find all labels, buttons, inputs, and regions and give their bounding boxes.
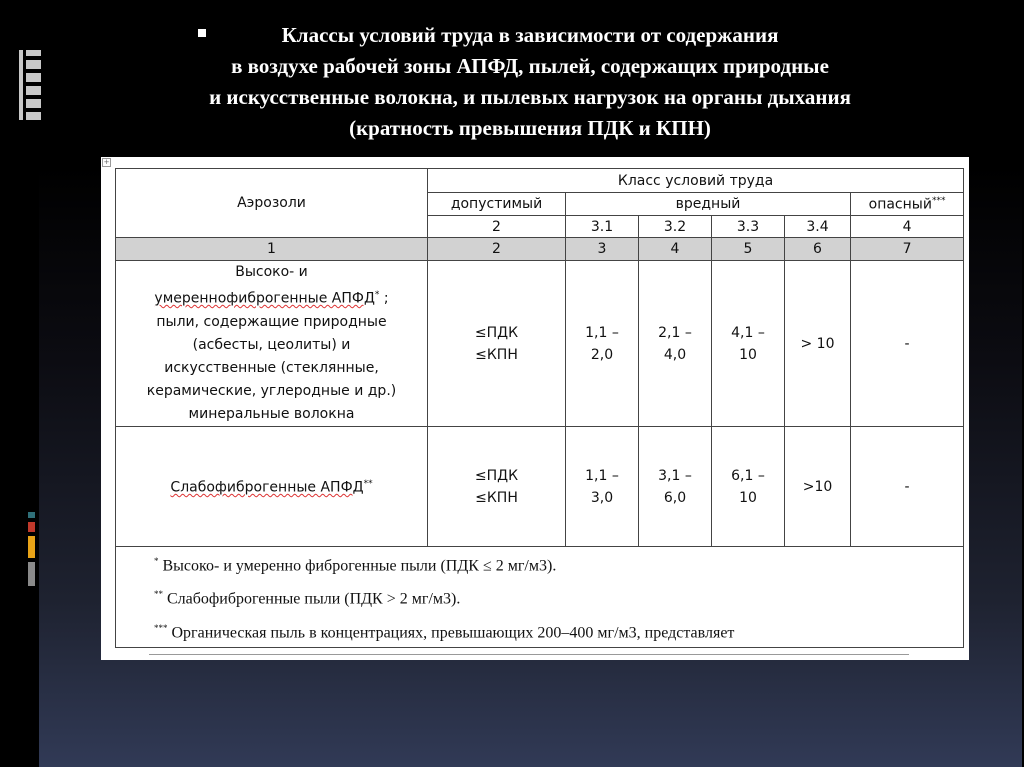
class-3-1-cell: 1,1 – 3,0 xyxy=(566,427,639,547)
table-move-handle-icon: + xyxy=(103,158,110,166)
title-line-2: в воздухе рабочей зоны АПФД, пылей, содержащих природные xyxy=(231,54,829,78)
col-num-2: 2 xyxy=(428,238,566,261)
footnote-1: * Высоко- и умеренно фиброгенные пыли (ПДК ≤ 2 мг/м3). xyxy=(154,556,557,575)
footnote-3: *** Органическая пыль в концентрациях, превышающих 200–400 мг/м3, представляет xyxy=(154,622,735,641)
class-3-3-cell: 4,1 – 10 xyxy=(712,261,785,427)
class-4-cell: - xyxy=(851,261,964,427)
accent-mark-gray xyxy=(28,562,35,586)
class-3-1: 3.1 xyxy=(566,216,639,238)
class-4-cell: - xyxy=(851,427,964,547)
accent-mark-red xyxy=(28,522,35,532)
class-3-1-cell: 1,1 – 2,0 xyxy=(566,261,639,427)
permissible-cell: ≤ПДК ≤КПН xyxy=(428,261,566,427)
col-num-6: 6 xyxy=(785,238,851,261)
category-permissible: допустимый xyxy=(428,193,566,216)
class-2: 2 xyxy=(428,216,566,238)
class-4: 4 xyxy=(851,216,964,238)
class-3-4: 3.4 xyxy=(785,216,851,238)
class-3-3-cell: 6,1 – 10 xyxy=(712,427,785,547)
class-3-2-cell: 3,1 – 6,0 xyxy=(639,427,712,547)
class-3-3: 3.3 xyxy=(712,216,785,238)
title-line-1: Классы условий труда в зависимости от содержания xyxy=(110,20,950,51)
document-image xyxy=(101,157,969,660)
table-row xyxy=(116,261,964,427)
working-conditions-table xyxy=(115,168,964,648)
side-accent-marks xyxy=(28,512,35,586)
col-num-4: 4 xyxy=(639,238,712,261)
title-line-4: (кратность превышения ПДК и КПН) xyxy=(349,116,711,140)
col-num-1: 1 xyxy=(116,238,428,261)
bullet-icon xyxy=(198,29,206,37)
permissible-cell: ≤ПДК ≤КПН xyxy=(428,427,566,547)
class-header: Класс условий труда xyxy=(428,169,964,193)
category-dangerous: опасный*** xyxy=(851,193,964,216)
footnotes xyxy=(116,547,964,648)
accent-mark-orange xyxy=(28,536,35,558)
table-row xyxy=(116,427,964,547)
class-3-4-cell: >10 xyxy=(785,427,851,547)
aerosol-header: Аэрозоли xyxy=(116,169,428,238)
col-num-7: 7 xyxy=(851,238,964,261)
slide-grid-icon xyxy=(19,50,41,120)
aerosol-cell: Слабофиброгенные АПФД** xyxy=(116,427,428,547)
category-harmful: вредный xyxy=(566,193,851,216)
footnote-2: ** Слабофиброгенные пыли (ПДК > 2 мг/м3). xyxy=(154,589,461,608)
class-3-4-cell: > 10 xyxy=(785,261,851,427)
class-3-2: 3.2 xyxy=(639,216,712,238)
cropped-text-edge xyxy=(149,654,909,660)
title-line-3: и искусственные волокна, и пылевых нагрузок на органы дыхания xyxy=(209,85,851,109)
slide-title xyxy=(110,20,950,144)
aerosol-cell: Высоко- и умереннофиброгенные АПФД* ; пыли, содержащие природные (асбесты, цеолиты) и искусственные (стеклянные, керамические, углеродные и др.) минеральные волокна xyxy=(116,261,428,427)
col-num-5: 5 xyxy=(712,238,785,261)
col-num-3: 3 xyxy=(566,238,639,261)
class-3-2-cell: 2,1 – 4,0 xyxy=(639,261,712,427)
